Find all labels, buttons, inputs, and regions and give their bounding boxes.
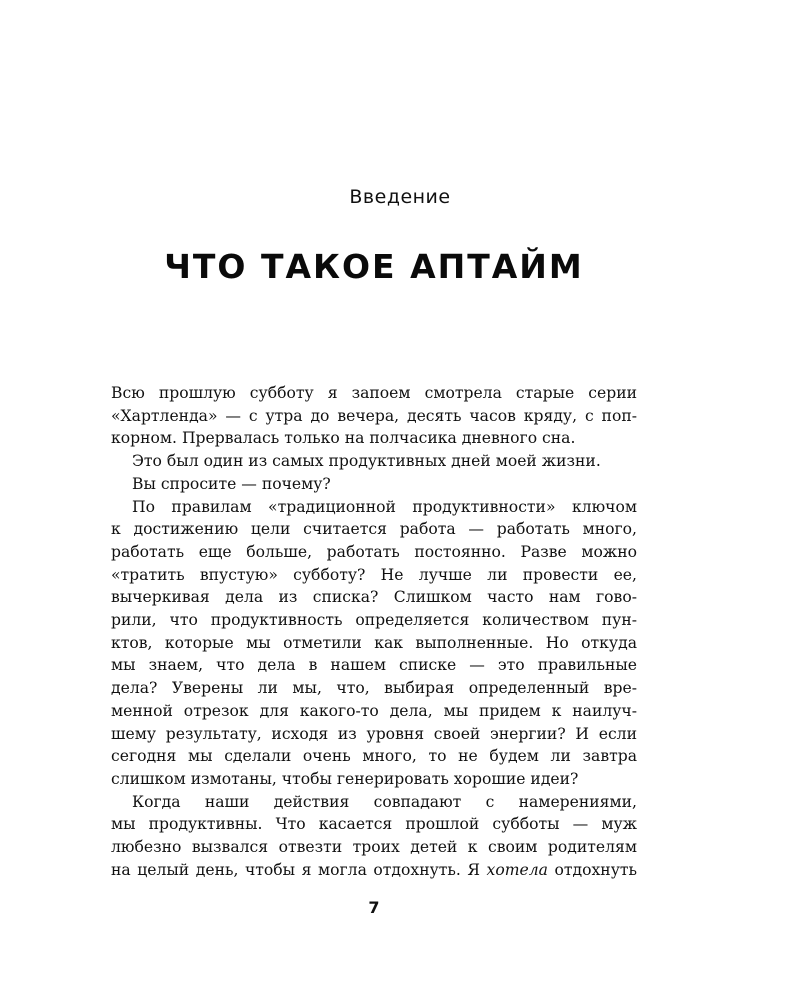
- text-line: Когда наши действия совпадают с намерениями,: [132, 792, 637, 811]
- text-line: Вы спросите — почему?: [132, 474, 331, 493]
- text-line: «тратить впустую» субботу? Не лучше ли провести ее,: [111, 565, 637, 584]
- text-line: сегодня мы сделали очень много, то не будем ли завтра: [111, 747, 637, 766]
- text-line: корном. Прервалась только на полчасика дневного сна.: [111, 429, 576, 448]
- text-line: мы продуктивны. Что касается прошлой субботы — муж: [111, 815, 637, 834]
- text-line: По правилам «традиционной продуктивности» ключом: [132, 497, 637, 516]
- text-line: мы знаем, что дела в нашем списке — это правильные: [111, 656, 637, 675]
- text-fragment: на целый день, чтобы я могла отдохнуть. Я: [111, 860, 487, 879]
- text-line: Всю прошлую субботу я запоем смотрела старые серии: [111, 384, 637, 402]
- page-number: 7: [368, 898, 380, 917]
- text-line: шему результату, исходя из уровня своей энергии? И если: [111, 724, 637, 743]
- text-line: дела? Уверены ли мы, что, выбирая определенный вре-: [111, 679, 637, 698]
- text-fragment: отдохнуть: [547, 860, 637, 879]
- chapter-title: ЧТО ТАКОЕ АПТАЙМ: [164, 247, 584, 286]
- text-line: «Хартленда» — с утра до вечера, десять часов кряду, с поп-: [111, 406, 637, 425]
- text-line: менной отрезок для какого-то дела, мы придем к наилуч-: [111, 701, 637, 720]
- text-line: вычеркивая дела из списка? Слишком часто нам гово-: [111, 588, 637, 607]
- text-line: ктов, которые мы отметили как выполненные. Но откуда: [111, 633, 637, 652]
- text-line-final: [111, 859, 637, 882]
- text-line: рили, что продуктивность определяется количеством пун-: [111, 611, 637, 630]
- text-line: слишком измотаны, чтобы генерировать хорошие идеи?: [111, 769, 579, 788]
- chapter-label: Введение: [349, 186, 451, 208]
- text-line: к достижению цели считается работа — работать много,: [111, 520, 637, 539]
- body-text: [111, 382, 637, 881]
- text-line: работать еще больше, работать постоянно. Разве можно: [111, 542, 637, 561]
- text-line: Это был один из самых продуктивных дней моей жизни.: [132, 452, 601, 471]
- text-line: любезно вызвался отвезти троих детей к своим родителям: [111, 838, 637, 857]
- emphasis-text: хотела: [486, 860, 548, 879]
